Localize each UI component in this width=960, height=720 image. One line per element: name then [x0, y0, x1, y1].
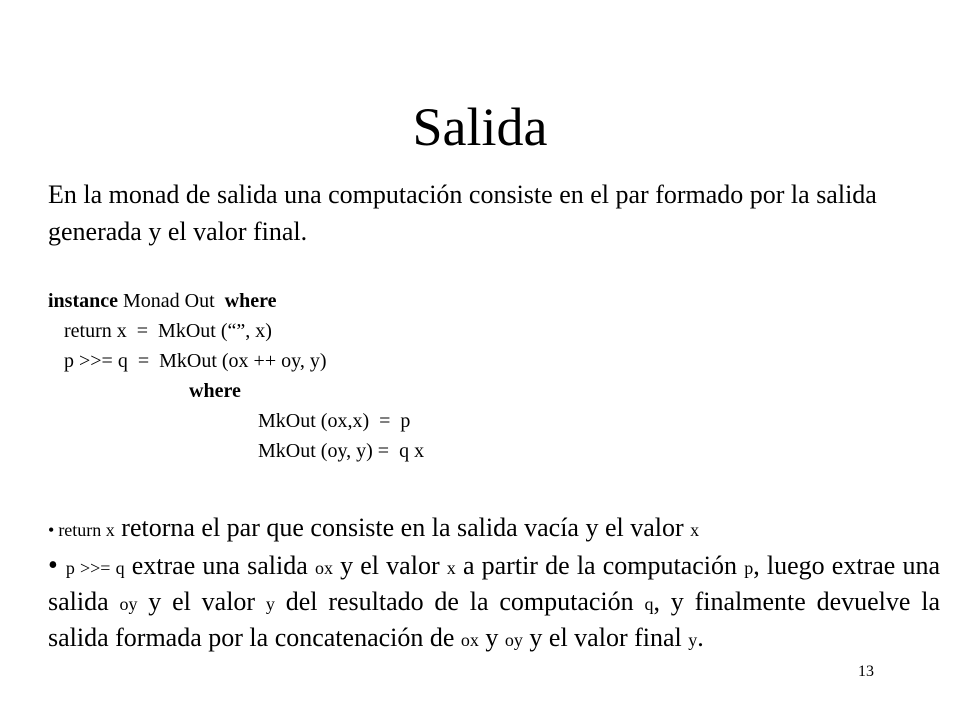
code-line-instance: [48, 286, 277, 316]
bullet-text: retorna el par que consiste en la salida vacía y el valor: [114, 513, 691, 542]
code-span: x: [690, 520, 700, 540]
keyword-instance: instance: [48, 290, 118, 312]
code-span: p: [744, 558, 754, 578]
bullet-icon: •: [48, 520, 55, 540]
code-line-where: where: [189, 380, 241, 402]
bullet-text: , luego extrae una salida: [48, 551, 940, 616]
bullet-return: [48, 509, 940, 549]
code-span: return x: [58, 520, 115, 540]
bullet-icon: •: [48, 550, 58, 581]
code-line-mkout-p: MkOut (ox,x) = p: [258, 410, 411, 432]
bullet-text: , y finalmente devuelve la salida formada por la concatenación de: [48, 587, 941, 652]
bullet-text: y el valor: [332, 551, 447, 580]
code-span: y: [265, 594, 275, 614]
bullet-list: [48, 509, 940, 657]
code-text: Monad Out: [118, 290, 225, 312]
code-span: ox: [460, 630, 479, 650]
code-span: y: [688, 630, 698, 650]
code-span: q: [644, 594, 654, 614]
code-line-bind: p >>= q = MkOut (ox ++ oy, y): [64, 350, 327, 372]
bullet-text: y el valor: [137, 587, 266, 616]
bullet-text: y el valor final: [522, 623, 689, 652]
intro-paragraph: En la monad de salida una computación consiste en el par formado por la salida generada y el valor final.: [48, 180, 877, 246]
code-line-return: return x = MkOut (“”, x): [64, 320, 272, 342]
keyword-where: where: [224, 290, 277, 312]
page-number: 13: [858, 663, 874, 680]
code-line-mkout-q: MkOut (oy, y) = q x: [258, 440, 425, 462]
code-span: p >>= q: [65, 558, 125, 578]
bullet-text: y: [478, 623, 505, 652]
code-span: ox: [314, 558, 333, 578]
bullet-text: .: [697, 623, 704, 652]
code-span: x: [446, 558, 456, 578]
bullet-bind: [48, 549, 940, 657]
bullet-text: extrae una salida: [124, 551, 315, 580]
bullet-text: a partir de la computación: [455, 551, 745, 580]
code-span: oy: [119, 594, 138, 614]
slide-title: Salida: [412, 97, 548, 157]
code-span: oy: [504, 630, 523, 650]
bullet-text: del resultado de la computación: [274, 587, 645, 616]
